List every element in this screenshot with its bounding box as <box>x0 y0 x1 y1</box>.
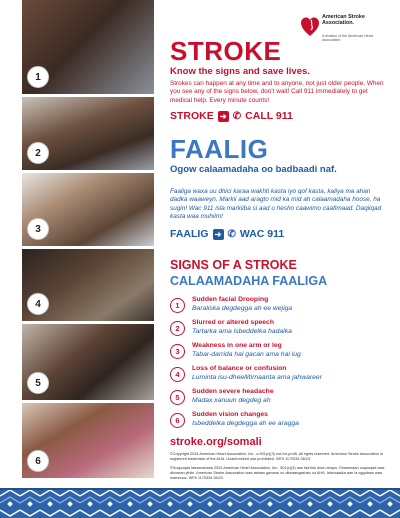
website-link[interactable]: stroke.org/somali <box>170 436 262 448</box>
copyright-english: ©Copyright 2024 American Heart Association, Inc., a 501(c)(3) not-for-profit. All rights reserved. American Stroke Association is registered trademark of the AHA. Unauthorized use prohibited. WF# 1170334 06/23 <box>170 452 383 461</box>
logo-subtitle: A division of the American Heart Association <box>322 34 373 42</box>
photo-headache <box>22 324 154 400</box>
sign-number: 5 <box>170 390 185 405</box>
list-item <box>170 411 388 433</box>
arrow-right-icon: ➜ <box>218 111 229 122</box>
list-item <box>170 296 388 318</box>
list-item <box>170 388 388 410</box>
sign-number: 3 <box>170 344 185 359</box>
signs-heading-english: SIGNS OF A STROKE <box>170 258 297 272</box>
sign-english: Loss of balance or confusion <box>192 365 287 372</box>
sign-somali: Madax xanuun degdeg ah <box>192 396 271 404</box>
sign-number: 2 <box>170 321 185 336</box>
sign-english: Sudden severe headache <box>192 388 274 395</box>
sign-somali: Baraliska degdegga ah ee wejiga <box>192 304 293 312</box>
tagline-somali: Ogow calaamadaha oo badbaadi naf. <box>170 164 337 175</box>
sign-number: 6 <box>170 413 185 428</box>
photo-number: 6 <box>27 450 49 472</box>
copyright-somali: ©Xuquuqda lahaanshaha 2024 American Heart Association, Inc., 501(c)(3) aan faa'iido doon ahayn. Dhammaan xuquuqda waa dhowran yihiin. American Stroke Association waa astaan ganacsi oo diiwaangashan oo AHA. Isticmaalka aan la oggolaan waa mamnuuc. WF# 1170334 06/23 <box>170 466 385 480</box>
sign-number: 1 <box>170 298 185 313</box>
sign-somali: Luminta isu-dheellitirnaanta ama jahwareer <box>192 373 322 381</box>
heart-torch-icon <box>300 14 320 38</box>
call-line-english <box>170 110 293 122</box>
photo-facial-drooping <box>22 0 154 94</box>
call-left-english: STROKE <box>170 110 214 122</box>
photo-number: 3 <box>27 218 49 240</box>
paragraph-english: Strokes can happen at any time and to anyone, not just older people. When you see any of the signs below, don’t wait! Call 911 immediately to get medical help. Every minute counts! <box>170 80 384 104</box>
paragraph-somali: Faaliga waxa uu dhici karaa wakhti kasta iyo qof kasta, kaliya ma ahan dadka waaweyn. Markii aad aragto mid ka mid ah calaamadaha hoose, ha sugin! Wac 911 isla markiiba si aad u hesho caawimo caafimaad. Daqiiqad kasta waa muhiim! <box>170 188 382 221</box>
photo-confusion <box>22 249 154 321</box>
arrow-right-icon: ➜ <box>213 229 224 240</box>
call-left-somali: FAALIG <box>170 228 209 240</box>
sign-somali: Isbeddelka degdegga ah ee aragga <box>192 419 299 427</box>
heading-english: STROKE <box>170 36 282 66</box>
photo-number: 4 <box>27 293 49 315</box>
asa-logo <box>300 12 390 46</box>
phone-icon: ✆ <box>227 228 236 240</box>
call-line-somali <box>170 228 284 240</box>
sign-english: Sudden vision changes <box>192 411 268 418</box>
list-item <box>170 365 388 387</box>
sign-number: 4 <box>170 367 185 382</box>
photo-slurred-speech <box>22 97 154 170</box>
sign-somali: Tartarka ama isbeddelka hadalka <box>192 327 292 335</box>
heading-somali: FAALIG <box>170 134 269 164</box>
call-right-somali: WAC 911 <box>239 228 285 240</box>
sign-english: Slurred or altered speech <box>192 319 274 326</box>
decorative-pattern-border <box>0 488 400 518</box>
photo-arm-weakness <box>22 173 154 246</box>
photo-number: 5 <box>27 372 49 394</box>
sign-english: Weakness in one arm or leg <box>192 342 282 349</box>
signs-heading-somali: CALAAMADAHA FAALIGA <box>170 274 328 288</box>
photo-number: 2 <box>27 142 49 164</box>
call-right-english: CALL 911 <box>245 110 293 122</box>
sign-english: Sudden facial Drooping <box>192 296 269 303</box>
photo-number: 1 <box>27 66 49 88</box>
list-item <box>170 319 388 341</box>
list-item <box>170 342 388 364</box>
tagline-english: Know the signs and save lives. <box>170 66 310 77</box>
photo-column <box>22 0 154 480</box>
photo-vision-changes <box>22 403 154 478</box>
sign-somali: Tabar-darrida hal gacan ama hal lug <box>192 350 301 358</box>
logo-name: American Stroke Association. <box>322 14 365 26</box>
phone-icon: ✆ <box>232 110 242 122</box>
